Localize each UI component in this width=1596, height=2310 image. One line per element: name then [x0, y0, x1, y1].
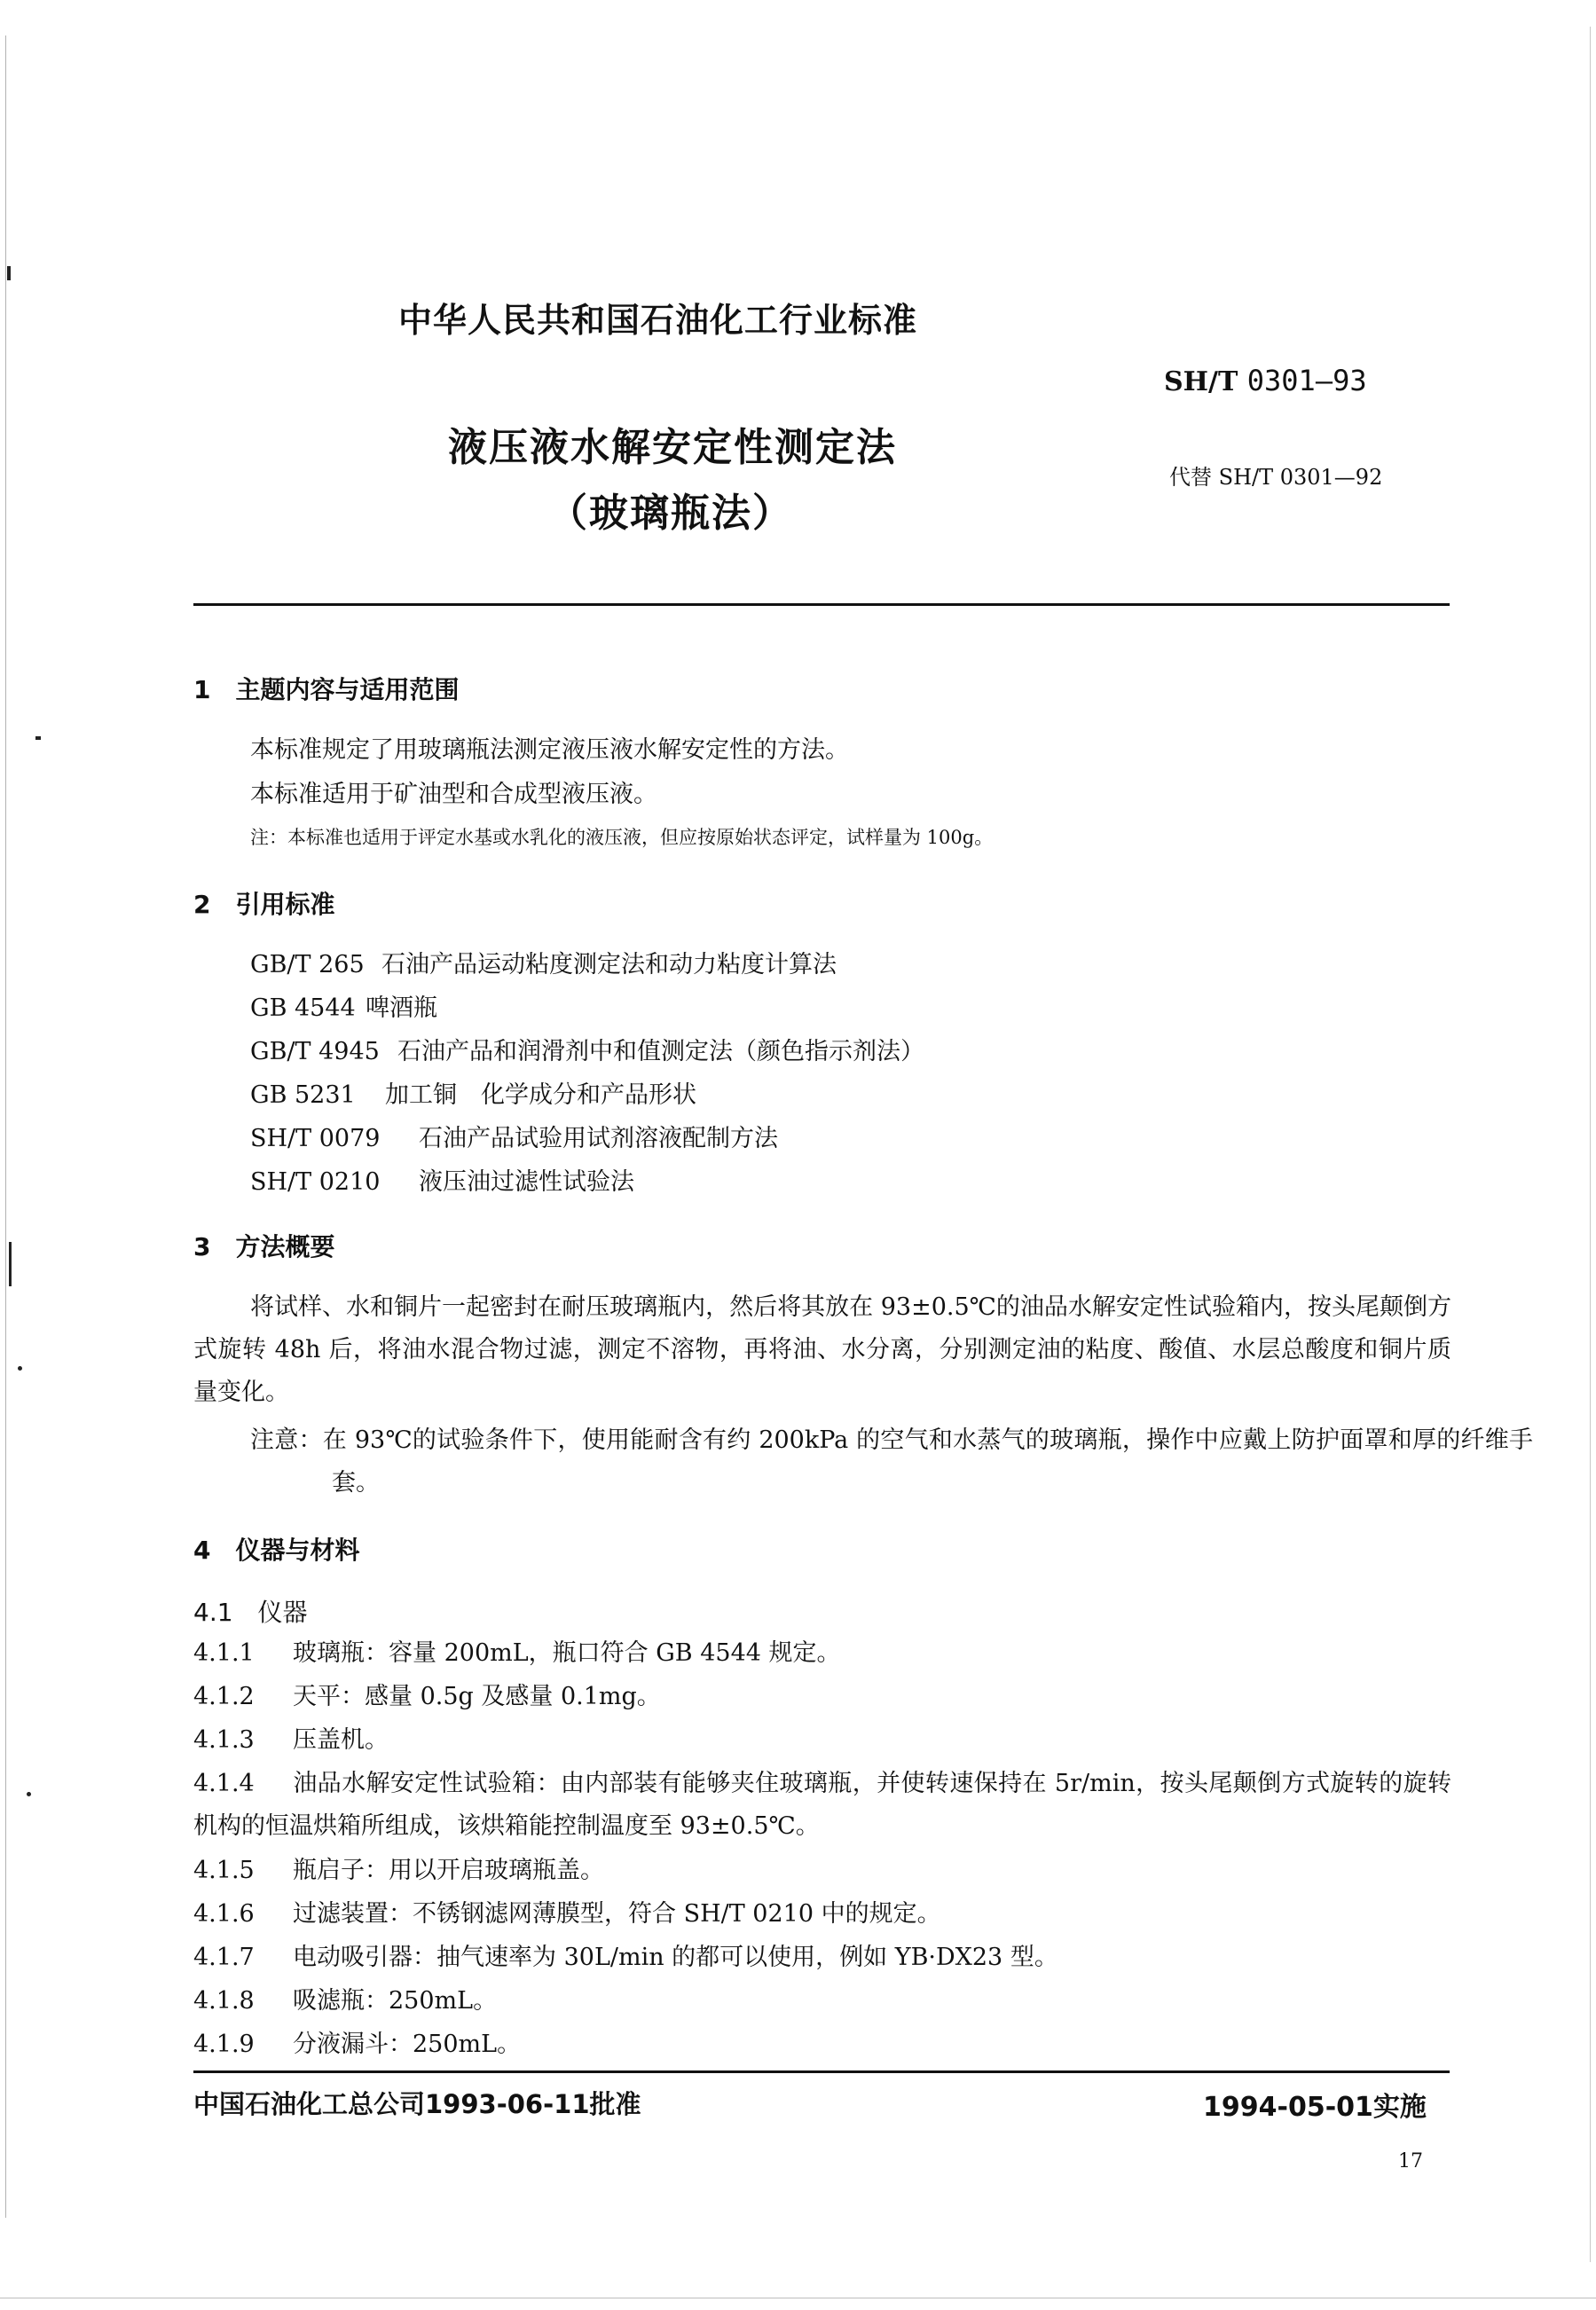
standard-number [1164, 364, 1367, 397]
apparatus-number: 4.1.2 [193, 1683, 255, 1710]
scan-mark [7, 266, 11, 280]
apparatus-number: 4.1.3 [193, 1726, 255, 1754]
reference-code: GB/T 265 [250, 951, 365, 978]
reference-title: 石油产品运动粘度测定法和动力粘度计算法 [381, 951, 837, 978]
apparatus-item [193, 1676, 661, 1718]
apparatus-number: 4.1.9 [193, 2031, 255, 2058]
apparatus-item [193, 1719, 389, 1762]
apparatus-number: 4.1.4 [193, 1770, 255, 1797]
apparatus-item [193, 1763, 1451, 1848]
apparatus-number: 4.1.8 [193, 1987, 255, 2015]
section-3-caution: 注意：在 93℃的试验条件下，使用能耐含有约 200kPa 的空气和水蒸气的玻璃瓶，操作中应戴上防护面罩和厚的纤维手套。 [250, 1426, 1533, 1497]
scan-mark [18, 1366, 22, 1371]
reference-item [250, 944, 837, 986]
apparatus-item [193, 2023, 521, 2066]
reference-code: GB 4544 [250, 994, 356, 1022]
section-1-heading: 1 主题内容与适用范围 [193, 675, 460, 704]
reference-code: SH/T 0079 [250, 1125, 381, 1152]
document-subtitle: （玻璃瓶法） [548, 491, 793, 536]
scan-mark [27, 1792, 31, 1796]
section-4-heading: 4 仪器与材料 [193, 1536, 360, 1565]
apparatus-number: 4.1.7 [193, 1944, 255, 1971]
apparatus-number: 4.1.6 [193, 1900, 255, 1928]
approval-line: 中国石油化工总公司1993-06-11批准 [193, 2089, 641, 2119]
effective-date: 1994-05-01实施 [1203, 2092, 1427, 2123]
apparatus-number: 4.1.5 [193, 1857, 255, 1884]
section-3-heading: 3 方法概要 [193, 1232, 335, 1261]
standard-category: 中华人民共和国石油化工行业标准 [398, 301, 918, 340]
apparatus-text: 分液漏斗：250mL。 [293, 2031, 522, 2058]
apparatus-item [193, 1937, 1058, 1979]
reference-title: 石油产品试验用试剂溶液配制方法 [419, 1125, 778, 1152]
section-1-paragraph-1: 本标准规定了用玻璃瓶法测定液压液水解安定性的方法。 [250, 736, 849, 764]
reference-item [250, 1118, 778, 1160]
reference-item [250, 1031, 924, 1073]
reference-title: 液压油过滤性试验法 [419, 1168, 634, 1196]
section-3-paragraph: 将试样、水和铜片一起密封在耐压玻璃瓶内，然后将其放在 93±0.5℃的油品水解安定性试验箱内，按头尾颠倒方式旋转 48h 后，将油水混合物过滤，测定不溶物，再将油、水分离，分别测定油的粘度、酸值、水层总酸度和铜片质量变化。 [193, 1293, 1451, 1406]
reference-item [250, 1161, 634, 1204]
apparatus-text: 油品水解安定性试验箱：由内部装有能够夹住玻璃瓶，并使转速保持在 5r/min，按头尾颠倒方式旋转的旋转机构的恒温烘箱所组成，该烘箱能控制温度至 93±0.5℃。 [193, 1770, 1451, 1840]
reference-title: 啤酒瓶 [366, 994, 437, 1022]
apparatus-number: 4.1.1 [193, 1639, 255, 1667]
apparatus-item [193, 1980, 497, 2023]
page-number: 17 [1398, 2150, 1423, 2172]
subsection-4-1-heading: 4.1 仪器 [193, 1598, 308, 1627]
apparatus-item [193, 1632, 841, 1675]
apparatus-text: 过滤装置：不锈钢滤网薄膜型，符合 SH/T 0210 中的规定。 [293, 1900, 941, 1928]
reference-title: 石油产品和润滑剂中和值测定法（颜色指示剂法） [397, 1038, 924, 1065]
replaces-standard: 代替 SH/T 0301—92 [1169, 465, 1383, 490]
document-title: 液压液水解安定性测定法 [448, 425, 897, 470]
scan-edge-right [1590, 27, 1591, 2262]
reference-code: GB/T 4945 [250, 1038, 380, 1065]
reference-item [250, 1074, 696, 1117]
apparatus-item [193, 1893, 941, 1936]
apparatus-text: 吸滤瓶：250mL。 [293, 1987, 498, 2015]
apparatus-item [193, 1850, 604, 1892]
apparatus-text: 电动吸引器：抽气速率为 30L/min 的都可以使用，例如 YB·DX23 型。 [293, 1944, 1058, 1971]
reference-code: GB 5231 [250, 1081, 356, 1109]
scan-mark [9, 1242, 12, 1286]
header-rule [193, 603, 1450, 606]
standard-number-value: 0301—93 [1246, 364, 1367, 397]
section-2-heading: 2 引用标准 [193, 890, 335, 919]
section-1-note: 注：本标准也适用于评定水基或水乳化的液压液，但应按原始状态评定，试样量为 100g。 [250, 827, 994, 848]
footer-rule [193, 2070, 1450, 2073]
apparatus-text: 天平：感量 0.5g 及感量 0.1mg。 [293, 1683, 661, 1710]
scan-edge-left [5, 35, 6, 2218]
reference-title: 加工铜 化学成分和产品形状 [385, 1081, 696, 1109]
section-1-paragraph-2: 本标准适用于矿油型和合成型液压液。 [250, 781, 657, 808]
apparatus-text: 玻璃瓶：容量 200mL，瓶口符合 GB 4544 规定。 [293, 1639, 841, 1667]
reference-item [250, 987, 437, 1030]
apparatus-text: 压盖机。 [293, 1726, 389, 1754]
reference-code: SH/T 0210 [250, 1168, 381, 1196]
standard-prefix: SH/T [1164, 366, 1238, 397]
apparatus-text: 瓶启子：用以开启玻璃瓶盖。 [293, 1857, 604, 1884]
scan-mark [35, 736, 41, 740]
